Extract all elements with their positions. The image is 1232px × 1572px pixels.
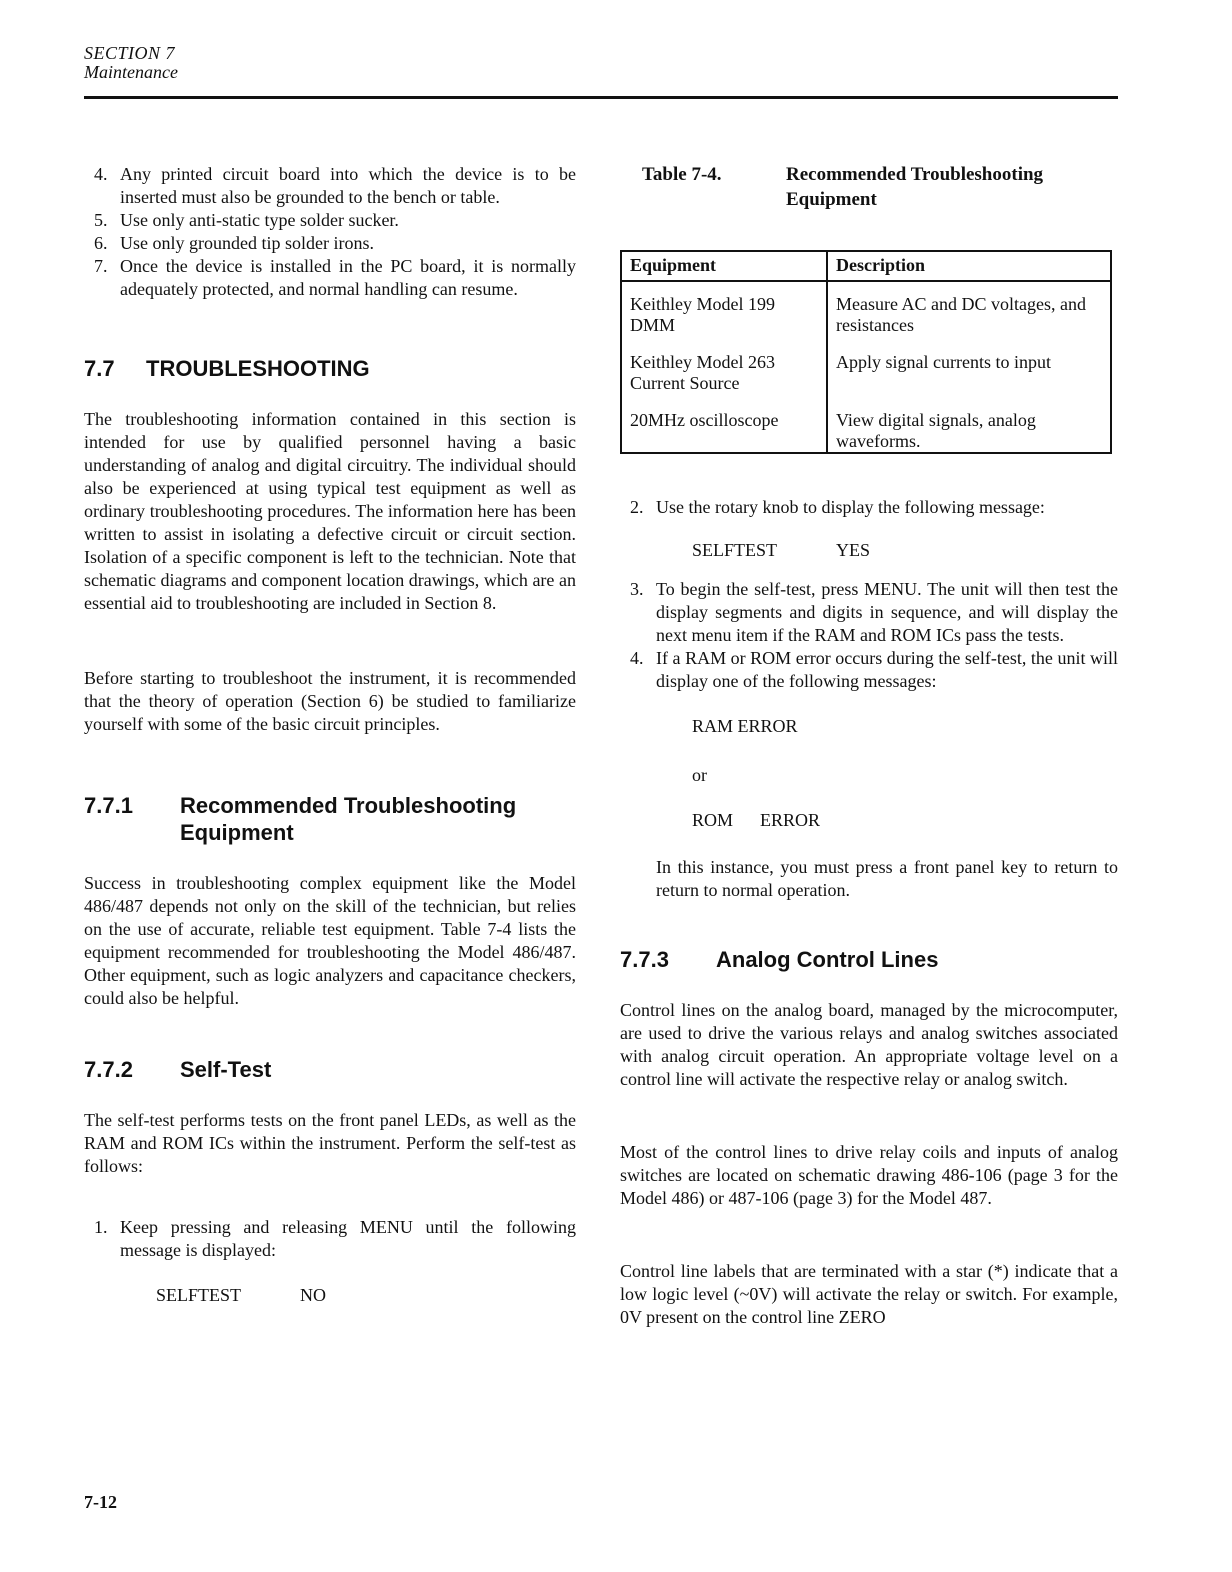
control-lines-location: Most of the control lines to drive relay coils and inputs of analog switches are located on schematic drawing 486-106 (page 3 for the Model 486) or 487-106 (page 3) for the Model 487. [620, 1142, 1118, 1208]
handling-list [84, 163, 576, 301]
selftest-steps-right-2 [620, 578, 1118, 693]
section-label: SECTION 7 [84, 43, 176, 63]
list-item: 4. If a RAM or ROM error occurs during the self-test, the unit will display one of the following messages: [630, 648, 1118, 691]
list-item: 7. Once the device is installed in the PC board, it is normally adequately protected, and normal handling can resume. [94, 256, 576, 299]
selftest-steps-right [620, 496, 1118, 519]
page-number: 7-12 [84, 1492, 117, 1512]
equipment-paragraph: Success in troubleshooting complex equipment like the Model 486/487 depends not only on the skill of the technician, but relies on the use of accurate, reliable test equipment. Table 7-4 lists the equipment recommended for troubleshooting the Model 486/487. Other equipment, such as logic analyzers and capacitance checkers, could also be helpful. [84, 873, 576, 1008]
header-rule [84, 96, 1118, 99]
selftest-steps-left [84, 1216, 576, 1262]
table-row: Keithley Model 263 Current Source Apply signal currents to input [621, 340, 1111, 398]
error-message-ram: RAM ERROR [692, 716, 798, 736]
troubleshooting-note: Before starting to troubleshoot the instrument, it is recommended that the theory of operation (Section 6) be studied to familiarize yourself with some of the basic circuit principles. [84, 668, 576, 734]
list-item: 6. Use only grounded tip solder irons. [94, 233, 374, 253]
table-header-row [621, 251, 1111, 281]
heading-7-7-2: 7.7.2 Self-Test [84, 1057, 272, 1082]
selftest-intro: The self-test performs tests on the front panel LEDs, as well as the RAM and ROM ICs within the instrument. Perform the self-test as follows: [84, 1110, 576, 1176]
column-header: Equipment [621, 251, 827, 281]
right-column [620, 162, 1118, 1329]
running-header [84, 44, 178, 82]
section-subtitle: Maintenance [84, 61, 178, 82]
list-item: 2. Use the rotary knob to display the following message: [630, 497, 1045, 517]
troubleshooting-intro: The troubleshooting information contained in this section is intended for use by qualified personnel having a basic understanding of analog and digital circuitry. The individual should also be experienced at using typical test equipment as well as ordinary troubleshooting procedures. The information here has been written to assist in isolating a defective circuit or circuit section. Isolation of a specific component is left to the technician. Note that schematic diagrams and component location drawings, which are an essential aid to troubleshooting are included in Section 8. [84, 409, 576, 613]
heading-7-7: 7.7 TROUBLESHOOTING [84, 356, 370, 381]
column-header: Description [827, 251, 1111, 281]
error-note: In this instance, you must press a front panel key to return to return to normal operation. [656, 857, 1118, 900]
heading-7-7-1: 7.7.1 Recommended Troubleshooting Equipment [84, 793, 517, 845]
table-row: 20MHz oscilloscope View digital signals, analog waveforms. [621, 398, 1111, 453]
control-lines-labels: Control line labels that are terminated with a star (*) indicate that a low logic level (~0V) will activate the relay or switch. For example, 0V present on the control line ZERO [620, 1261, 1118, 1327]
list-item: 4. Any printed circuit board into which the device is to be inserted must also be grounded to the bench or table. [94, 164, 576, 207]
equipment-table [620, 250, 1112, 454]
table-caption: Table 7-4. Recommended Troubleshooting Equipment [642, 164, 1044, 210]
error-message-rom: ROM ERROR [692, 810, 821, 830]
table-row: Keithley Model 199 DMM Measure AC and DC voltages, and resistances [621, 281, 1111, 340]
list-item: 5. Use only anti-static type solder sucker. [94, 210, 399, 230]
list-item: 1. Keep pressing and releasing MENU until the following message is displayed: [94, 1217, 576, 1260]
left-column [84, 163, 576, 1307]
display-message: SELFTEST NO [156, 1285, 326, 1305]
display-message: SELFTEST YES [692, 540, 871, 560]
list-item: 3. To begin the self-test, press MENU. The unit will then test the display segments and digits in sequence, and will display the next menu item if the RAM and ROM ICs pass the tests. [630, 579, 1118, 645]
message-or: or [692, 765, 707, 785]
control-lines-paragraph: Control lines on the analog board, managed by the microcomputer, are used to drive the various relays and analog switches associated with analog circuit operation. An appropriate voltage level on a control line will activate the respective relay or analog switch. [620, 1000, 1118, 1089]
heading-7-7-3: 7.7.3 Analog Control Lines [620, 947, 939, 972]
